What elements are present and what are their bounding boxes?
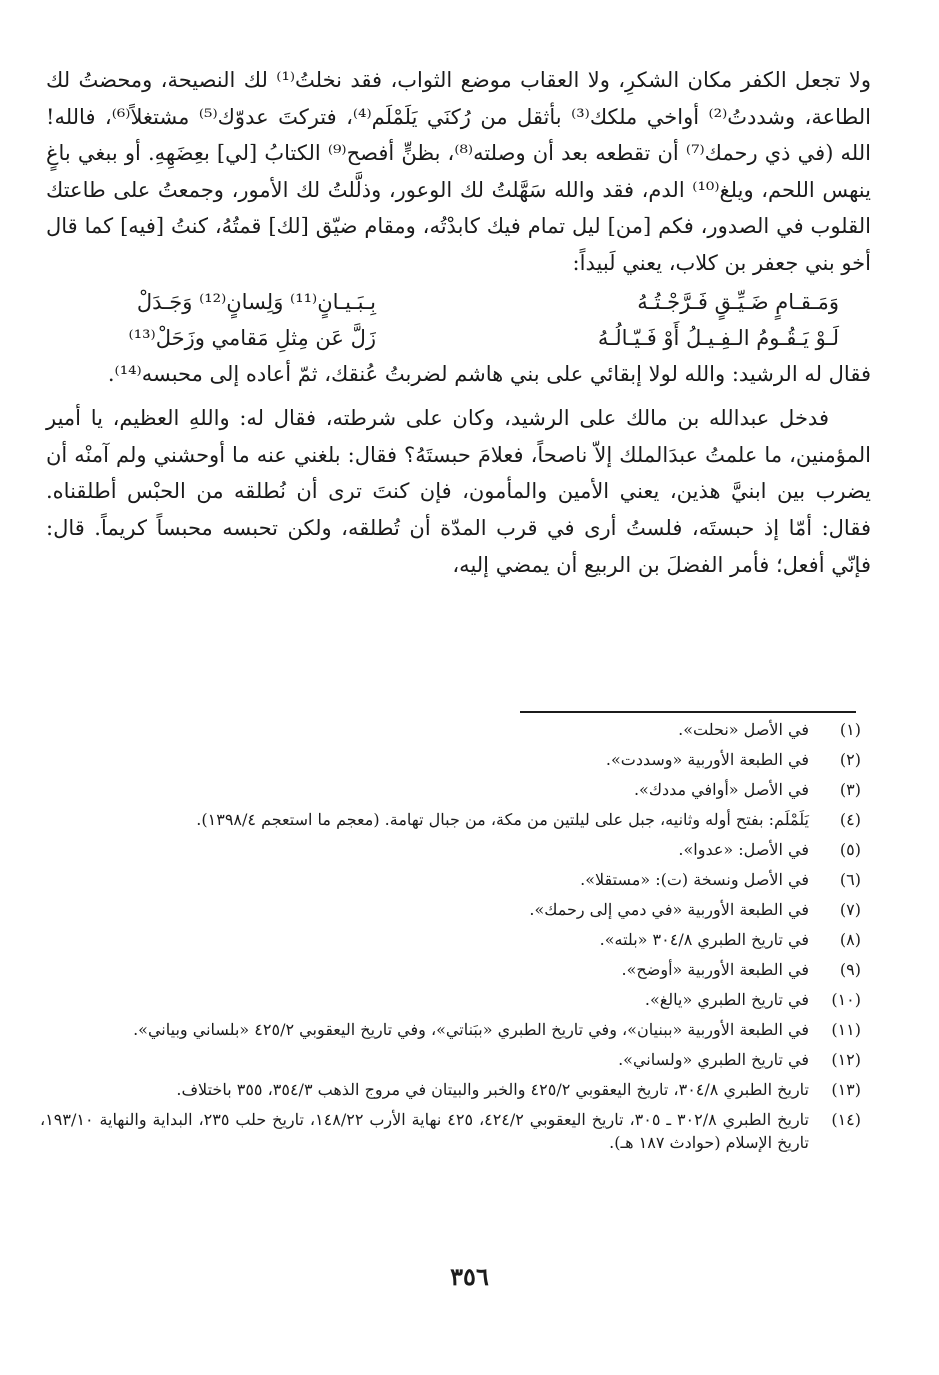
footnote-text: في الطبعة الأوربية «وسددت». (605, 750, 809, 769)
footnote-text: في تاريخ الطبري «ولساني». (618, 1050, 809, 1069)
footnote-number: (٢) (839, 750, 861, 769)
footnote-text: تاريخ الطبري ٣٠٢/٨ ـ ٣٠٥، تاريخ اليعقوبي ٤٢٤/٢، ٤٢٥ نهاية الأرب ١٤٨/٢٢، تاريخ حلب ٢٣٥، البداية والنهاية ١٩٣/١٠، تاريخ الإسلام (حوادث ١٨٧ هـ). (40, 1110, 809, 1152)
footnote (40, 1108, 861, 1154)
footnote-text: في الطبعة الأوربية «أوضح». (621, 960, 809, 979)
footnote-number: (٧) (839, 900, 861, 919)
verse-line-2 (46, 320, 871, 356)
verse-1-first-hemistich: وَمَـقـامٍ ضَـيِّـقٍ فَـرَّجْـتُـهُ (637, 289, 839, 314)
paragraph-2: فدخل عبدالله بن مالك على الرشيد، وكان على شرطته، فقال له: واللهِ العظيم، يا أمير المؤمنين، ما علمتُ عبدَالملك إلاّ ناصحاً، فعلامَ حبستَهُ؟ فقال: بلغني عنه ما أوحشني ولم آمنْه أن يضرب بين ابنيَّ هذين، يعني الأمين والمأمون، فإن كنتَ ترى أن نُطلقه من الحبْس أطلقناه. فقال: أمّا إذ حبستَه، فلستُ أرى في قرب المدّة أن تُطلقه، ولكن تحبسه محبساً كريماً. قال: فإنّي أفعل؛ فأمر الفضلَ بن الربيع أن يمضي إليه، (46, 406, 871, 577)
footnote (40, 928, 861, 951)
poem (46, 284, 871, 356)
footnote (40, 898, 861, 921)
footnote (40, 778, 861, 801)
footnote-text: تاريخ الطبري ٣٠٤/٨، تاريخ اليعقوبي ٤٢٥/٢ والخبر والبيتان في مروج الذهب ٣٥٤/٣، ٣٥٥ باختلاف. (176, 1080, 809, 1099)
verse-2-first-hemistich: لَـوْ يَـقُـومُ الـفِـيـلُ أَوْ فَـيّـالُـهُ (597, 325, 839, 350)
footnote (40, 958, 861, 981)
footnote-number: (١٤) (831, 1110, 861, 1129)
footnote-number: (١٠) (831, 990, 861, 1009)
paragraph-1: ولا تجعل الكفر مكان الشكرِ، ولا العقاب موضع الثواب، فقد نخلتُ⁽¹⁾ لك النصيحة، ومحضتُ لك الطاعة، وشددتُ⁽²⁾ أواخي ملكك⁽³⁾ بأثقل من رُكنَي يَلَمْلَم⁽⁴⁾، فتركتَ عدوّك⁽⁵⁾ مشتغلاً⁽⁶⁾، فالله! الله (في ذي رحمك⁽⁷⁾ أن تقطعه بعد أن وصلته⁽⁸⁾، بظنٍّ أفصح⁽⁹⁾ الكتابُ [لي] بعِضَهِهِ. أو ببغي باغٍ ينهس اللحم، ويلغ⁽¹⁰⁾ الدم، فقد والله سَهَّلتُ لك الوعور، وذلَّلتُ لك الأمور، وجمعتُ على طاعتك القلوب في الصدور، فكم [من] ليل تمام فيك كابدْتُه، ومقام ضيّق [لك] قمتُهُ، كنتُ [فيه] كما قال أخو بني جعفر بن كلاب، يعني لَبيداً: (46, 68, 872, 275)
footnote (40, 1018, 861, 1041)
footnote-text: في الأصل «أوافي مددك». (633, 780, 809, 799)
footnote-number: (٥) (839, 840, 861, 859)
footnote-number: (١٣) (831, 1080, 861, 1099)
footnote-text: في تاريخ الطبري ٣٠٤/٨ «بلته». (599, 930, 809, 949)
footnote-text: في الطبعة الأوربية «ببنيان»، وفي تاريخ الطبري «ببَناتي»، وفي تاريخ اليعقوبي ٤٢٥/٢ «بلساني وبياني». (133, 1020, 809, 1039)
footnote (40, 1048, 861, 1071)
footnote-text: يَلَمْلَم: بفتح أوله وثانيه، جبل على ليلتين من مكة، من جبال تهامة. (معجم ما استعجم ١٣٩٨/٤). (196, 810, 809, 829)
footnote-text: في تاريخ الطبري «يالغ». (644, 990, 809, 1009)
footnote-number: (١١) (831, 1020, 861, 1039)
footnote-number: (٦) (839, 870, 861, 889)
main-text (46, 62, 871, 583)
footnote-number: (٨) (839, 930, 861, 949)
footnote (40, 838, 861, 861)
footnote-text: في الأصل «نحلت». (678, 720, 809, 739)
footnote-number: (١) (839, 720, 861, 739)
footnote (40, 868, 861, 891)
footnote-number: (٩) (839, 960, 861, 979)
verse-line-1 (46, 284, 871, 320)
footnote-number: (٣) (839, 780, 861, 799)
footnotes (40, 718, 861, 1161)
footnote-text: في الأصل ونسخة (ت): «مستقلا». (580, 870, 809, 889)
footnote-divider (520, 711, 856, 713)
footnote (40, 988, 861, 1011)
footnote-text: في الطبعة الأوربية «في دمي إلى رحمك». (529, 900, 809, 919)
footnote-text: في الأصل: «عدوا». (678, 840, 809, 859)
footnote-number: (١٢) (831, 1050, 861, 1069)
footnote (40, 748, 861, 771)
footnote (40, 1078, 861, 1101)
verse-1-second-hemistich: بِـبَـيـانٍ⁽¹¹⁾ وَلِسانٍ⁽¹²⁾ وَجَـدَلْ (136, 289, 376, 314)
footnote (40, 808, 861, 831)
page-number: ٣٥٦ (450, 1262, 489, 1291)
verse-2-second-hemistich: زَلَّ عَن مِثلِ مَقامي وزَحَلْ⁽¹³⁾ (128, 325, 376, 350)
footnote-number: (٤) (839, 810, 861, 829)
paragraph-after-verse: فقال له الرشيد: والله لولا إبقائي على بني هاشم لضربتُ عُنقك، ثمّ أعاده إلى محبسه⁽¹⁴⁾. (107, 361, 871, 386)
footnote (40, 718, 861, 741)
